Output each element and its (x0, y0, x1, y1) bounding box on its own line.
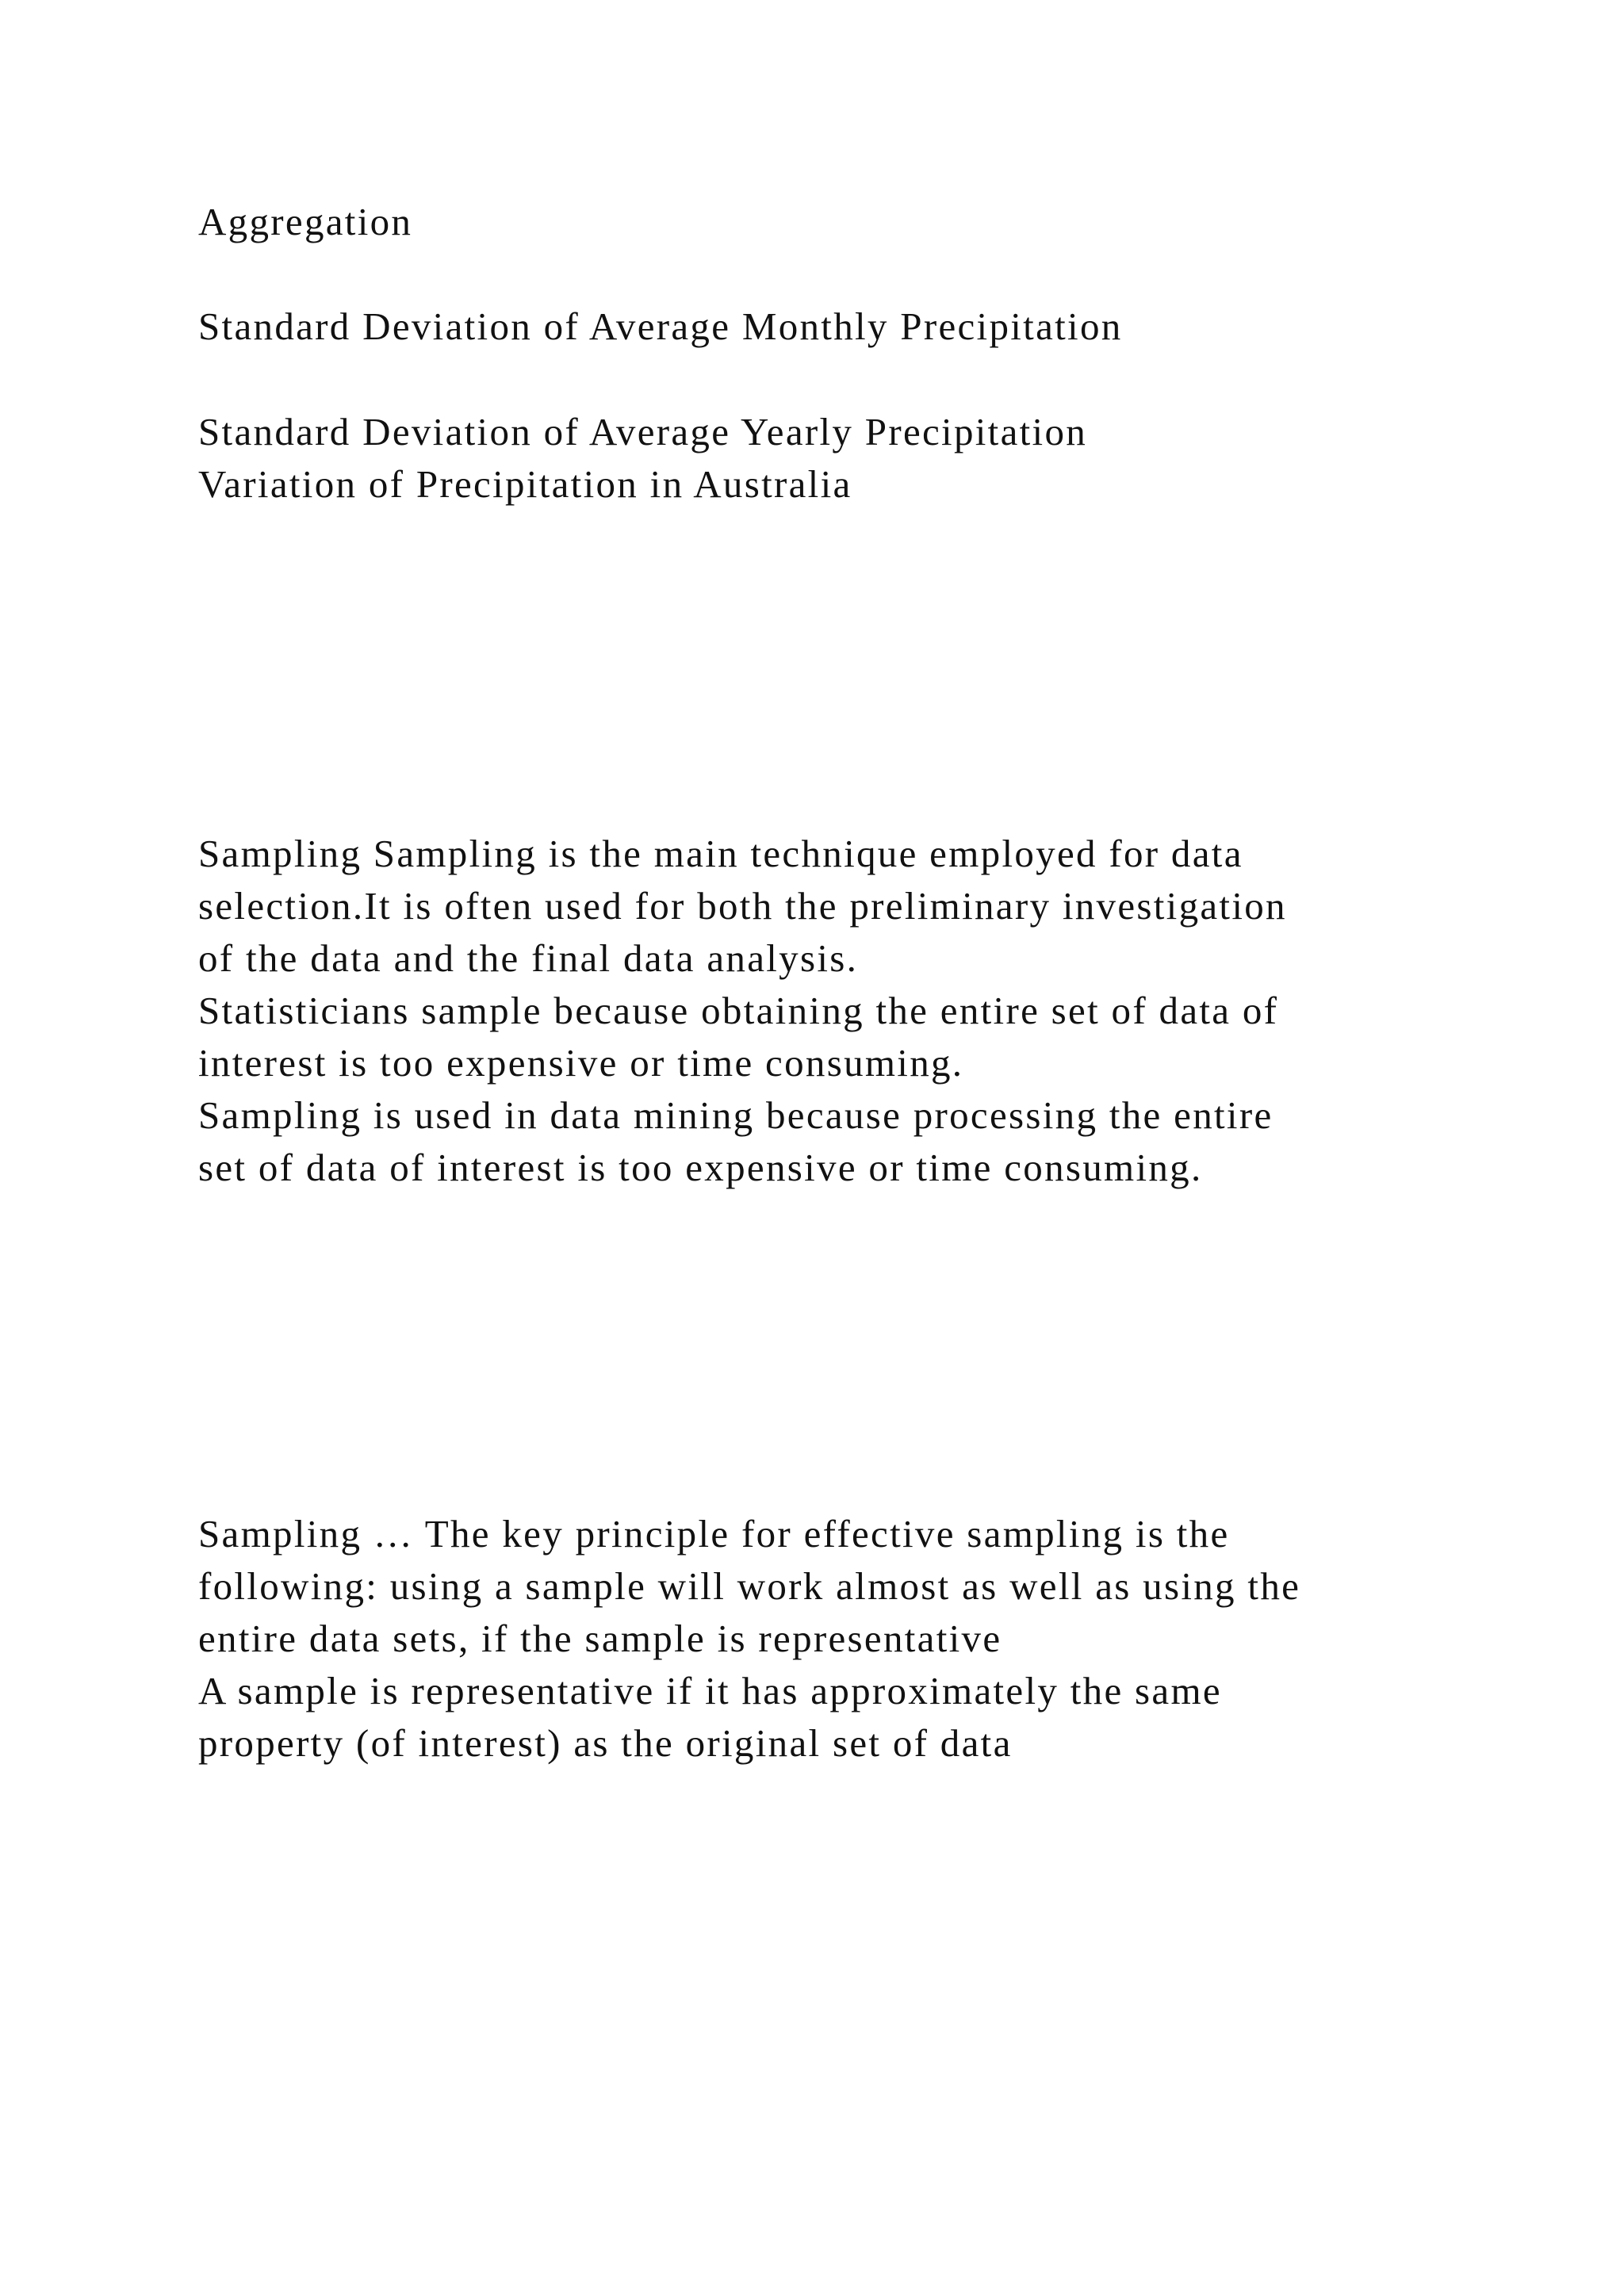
aggregation-line-monthly: Standard Deviation of Average Monthly Precipitation (198, 304, 1123, 348)
sampling-cont-paragraph-line: following: using a sample will work almost as well as using the (198, 1564, 1301, 1608)
sampling-cont-paragraph-line: Sampling … The key principle for effective sampling is the (198, 1512, 1230, 1556)
sampling-cont-paragraph-line: property (of interest) as the original set of data (198, 1721, 1013, 1765)
aggregation-line-variation: Variation of Precipitation in Australia (198, 462, 852, 506)
sampling-paragraph-line: selection.It is often used for both the preliminary investigation (198, 884, 1287, 928)
sampling-paragraph-line: Sampling Sampling is the main technique employed for data (198, 832, 1243, 875)
sampling-paragraph-line: interest is too expensive or time consuming. (198, 1041, 964, 1085)
aggregation-heading: Aggregation (198, 200, 413, 243)
sampling-cont-paragraph-line: entire data sets, if the sample is representative (198, 1617, 1002, 1660)
sampling-paragraph-line: of the data and the final data analysis. (198, 936, 859, 980)
sampling-paragraph-line: Statisticians sample because obtaining the entire set of data of (198, 989, 1279, 1032)
sampling-cont-paragraph-line: A sample is representative if it has approximately the same (198, 1669, 1222, 1712)
sampling-paragraph-line: set of data of interest is too expensive or time consuming. (198, 1146, 1203, 1189)
aggregation-line-yearly: Standard Deviation of Average Yearly Precipitation (198, 410, 1088, 453)
sampling-paragraph-line: Sampling is used in data mining because processing the entire (198, 1093, 1274, 1137)
